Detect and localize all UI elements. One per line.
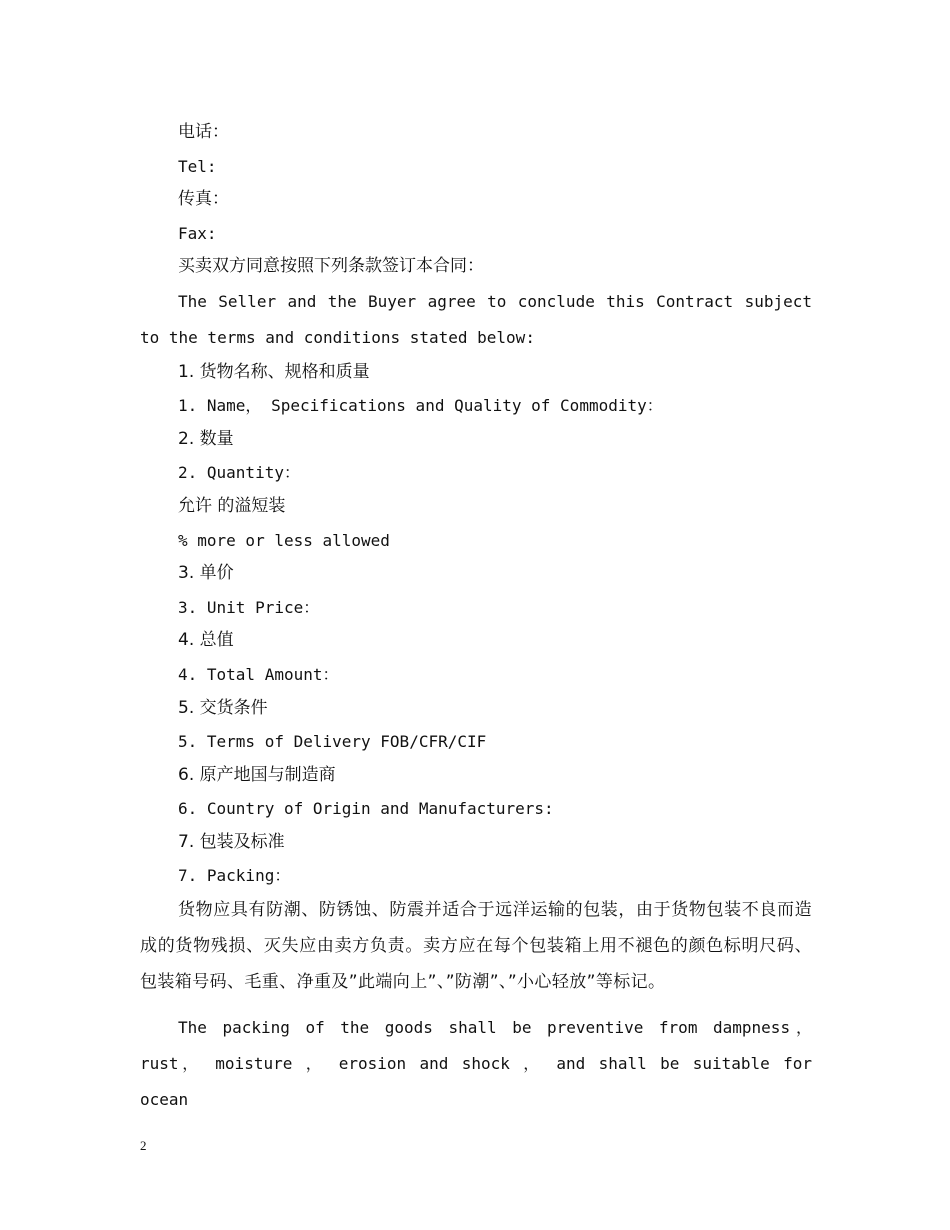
- fax-label-en: Fax:: [178, 223, 217, 243]
- clause-6-heading-en: 6. Country of Origin and Manufacturers:: [178, 799, 554, 819]
- clause-5-heading-en: 5. Terms of Delivery FOB/CFR/CIF: [178, 732, 487, 752]
- contract-body: [140, 116, 812, 1118]
- tel-label-zh: 电话：: [178, 122, 229, 142]
- clause-7-heading-en: 7. Packing：: [178, 866, 291, 886]
- clause-1-heading-en: 1. Name， Specifications and Quality of Commodity：: [178, 396, 663, 416]
- clause-3-heading-zh: 3. 单价: [178, 563, 234, 584]
- agreement-intro-en: The Seller and the Buyer agree to conclude this Contract subject to the terms and conditions stated below:: [140, 291, 812, 347]
- tolerance-zh: 允许 的溢短装: [178, 495, 286, 516]
- clause-2-heading-en: 2. Quantity：: [178, 463, 300, 483]
- clause-5-heading-zh: 5. 交货条件: [178, 697, 268, 718]
- clause-7-heading-zh: 7. 包装及标准: [178, 831, 285, 852]
- packing-paragraph-en: The packing of the goods shall be preventive from dampness， rust， moisture ， erosion and shock ， and shall be suitable for ocean: [140, 1018, 812, 1110]
- tolerance-en: % more or less allowed: [178, 530, 390, 550]
- agreement-intro-zh: 买卖双方同意按照下列条款签订本合同：: [178, 256, 484, 277]
- fax-label-zh: 传真：: [178, 189, 229, 210]
- clause-2-heading-zh: 2. 数量: [178, 428, 234, 449]
- clause-6-heading-zh: 6. 原产地国与制造商: [178, 764, 336, 785]
- clause-4-heading-zh: 4. 总值: [178, 630, 234, 651]
- tel-label-en: Tel:: [178, 156, 217, 176]
- page-number: 2: [140, 1138, 147, 1153]
- packing-paragraph-zh: 货物应具有防潮、防锈蚀、防震并适合于远洋运输的包装，由于货物包装不良而造成的货物残损、灭失应由卖方负责。卖方应在每个包装箱上用不褪色的颜色标明尺码、包装箱号码、毛重、净重及”此端向上”、”防潮”、”小心轻放”等标记。: [140, 900, 812, 992]
- clause-1-heading-zh: 1. 货物名称、规格和质量: [178, 361, 370, 382]
- clause-4-heading-en: 4. Total Amount：: [178, 664, 339, 684]
- clause-3-heading-en: 3. Unit Price：: [178, 597, 320, 617]
